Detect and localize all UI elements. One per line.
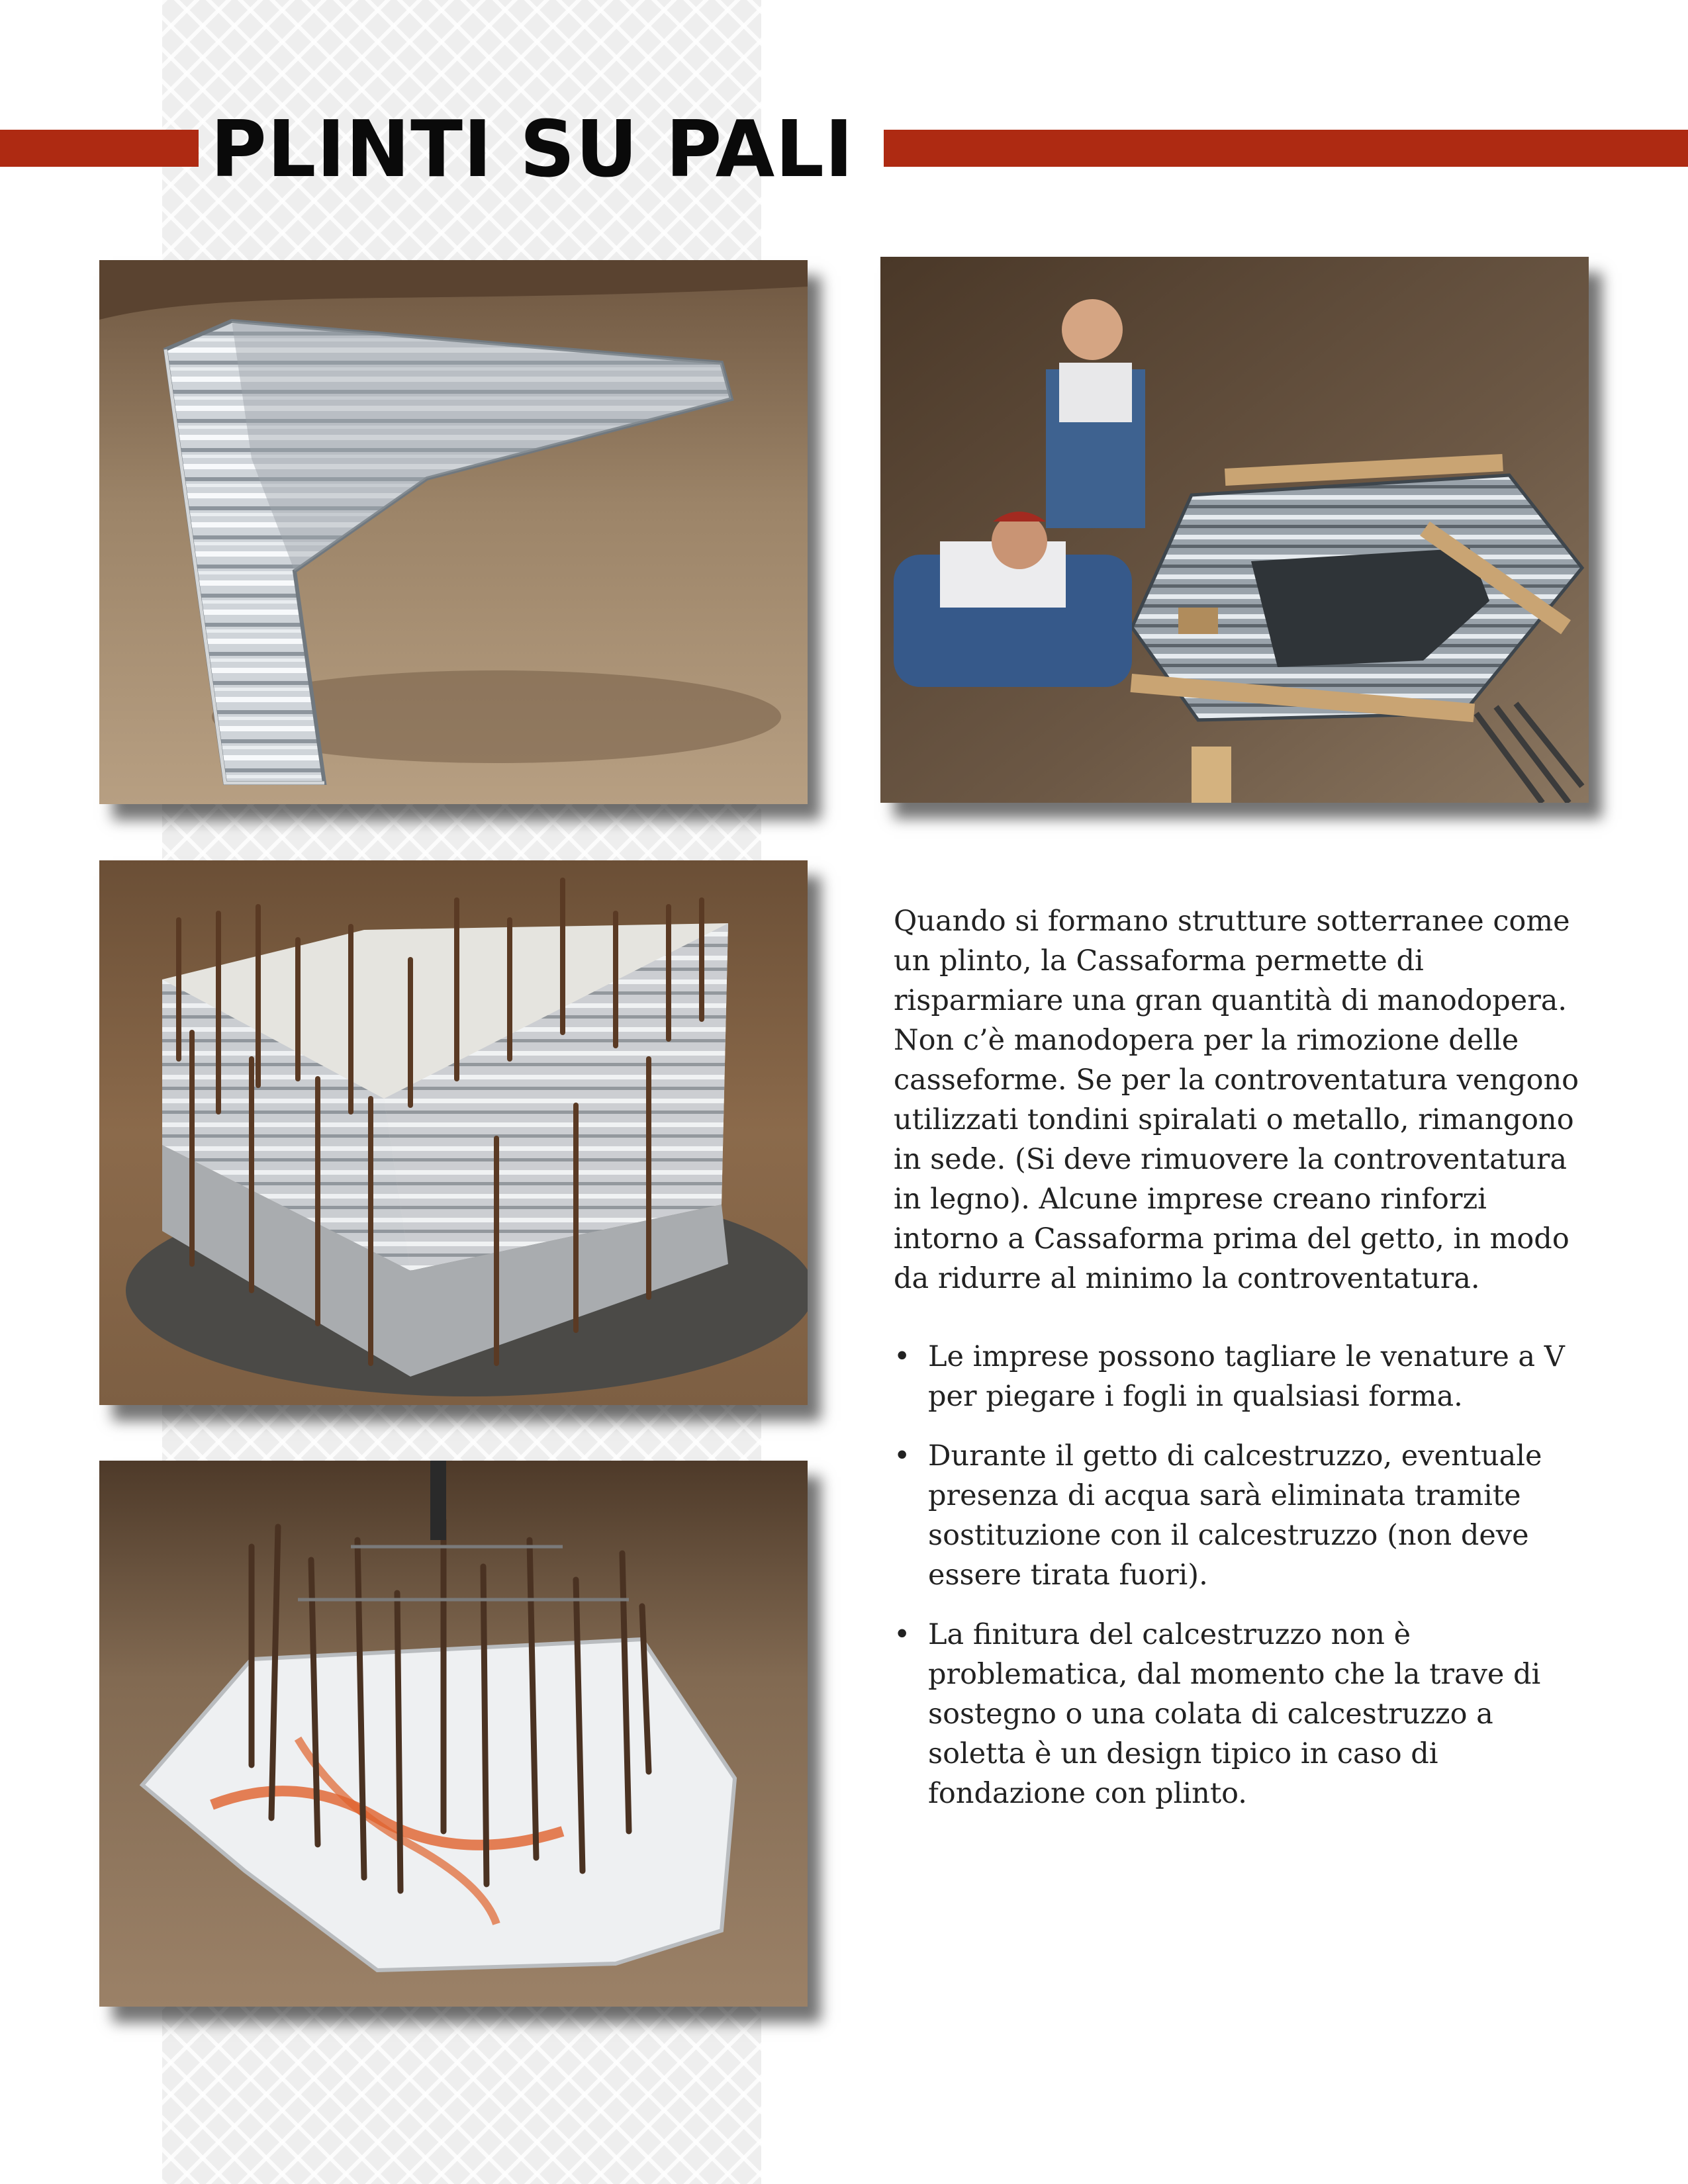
bullet-text: Durante il getto di calcestruzzo, eventuale presenza di acqua sarà eliminata tramite sostituzione con il calcestruzzo (non deve essere tirata fuori). (928, 1439, 1542, 1592)
photo-rebar-on-slab (99, 1461, 808, 2007)
list-item (894, 1615, 1582, 1813)
photo-formwork-mesh (99, 260, 808, 804)
header-bar-left (0, 130, 199, 167)
list-item (894, 1436, 1582, 1595)
body-text (894, 901, 1582, 1833)
bullet-icon: • (894, 1439, 911, 1473)
header-bar-right (884, 130, 1688, 167)
photo-workers-excavation (880, 257, 1589, 803)
page-title: PLINTI SU PALI (211, 103, 854, 195)
bullet-list (894, 1337, 1582, 1813)
bullet-icon: • (894, 1618, 911, 1651)
photo-poured-pile-cap (99, 860, 808, 1405)
bullet-text: Le imprese possono tagliare le venature a V per piegare i fogli in qualsiasi forma. (928, 1340, 1565, 1413)
intro-paragraph: Quando si formano strutture sotterranee come un plinto, la Cassaforma permette di risparmiare una gran quantità di manodopera. Non c’è manodopera per la rimozione delle casseforme. Se per la controventatura vengono utilizzati tondini spiralati o metallo, rimangono in sede. (Si deve rimuovere la controventatura in legno). Alcune imprese creano rinforzi intorno a Cassaforma prima del getto, in modo da ridurre al minimo la controventatura. (894, 905, 1579, 1295)
bullet-text: La finitura del calcestruzzo non è problematica, dal momento che la trave di sostegno o una colata di calcestruzzo a soletta è un design tipico in caso di fondazione con plinto. (928, 1618, 1541, 1810)
bullet-icon: • (894, 1340, 911, 1373)
list-item (894, 1337, 1582, 1416)
